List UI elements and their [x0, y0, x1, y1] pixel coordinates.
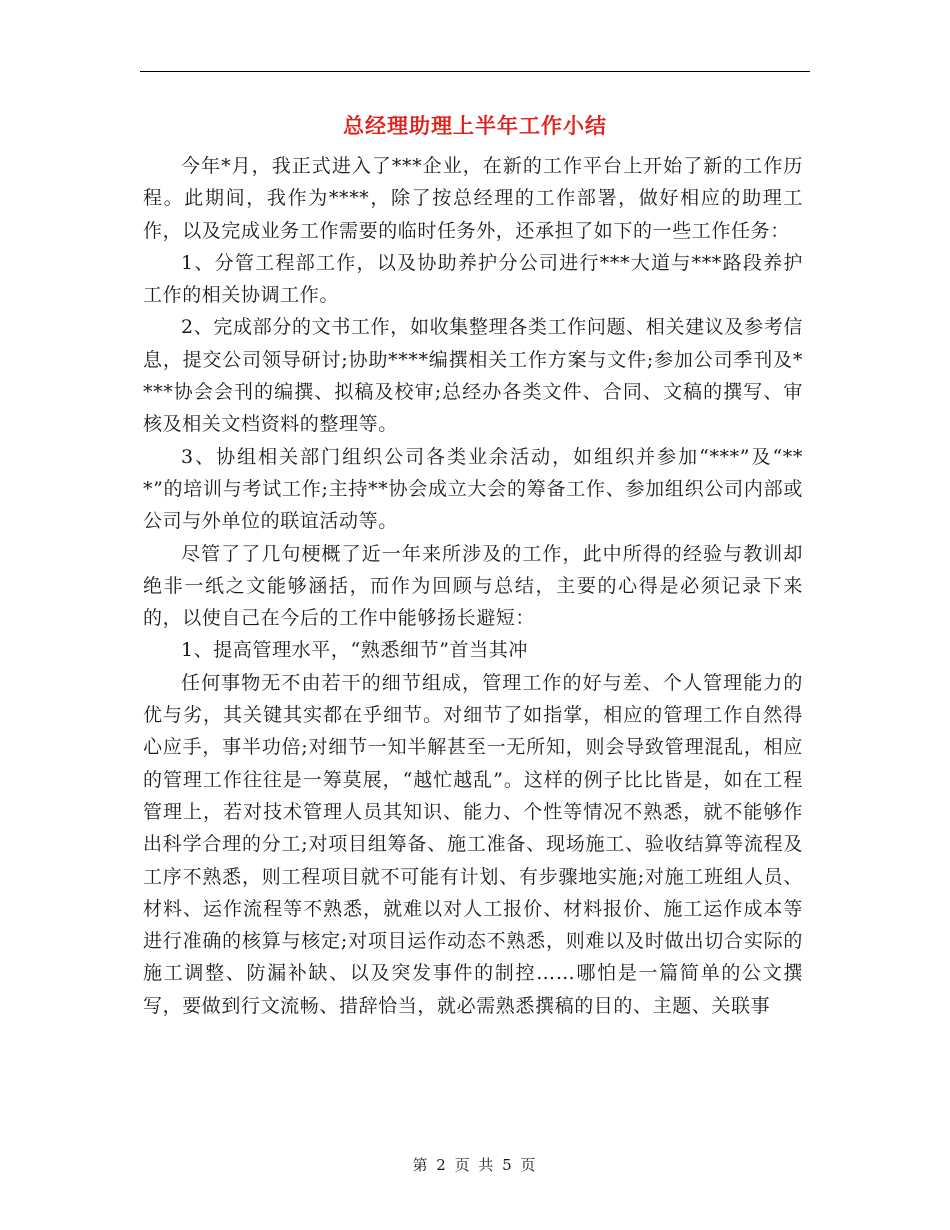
document-title: 总经理助理上半年工作小结 [343, 114, 607, 138]
page-number-footer: 第 2 页 共 5 页 [412, 1156, 538, 1174]
summary-paragraph: 尽管了了几句梗概了近一年来所涉及的工作，此中所得的经验与教训却绝非一纸之文能够涵括，而作为回顾与总结，主要的心得是必须记录下来的，以使自己在今后的工作中能够扬长避短： [143, 542, 803, 630]
document-body [143, 150, 803, 1022]
task-item-3: 3、协组相关部门组织公司各类业余活动，如组织并参加“***”及“***”的培训与考试工作;主持**协会成立大会的筹备工作、参加组织公司内部或公司与外单位的联谊活动等。 [143, 445, 803, 533]
task-item-1: 1、分管工程部工作，以及协助养护分公司进行***大道与***路段养护工作的相关协调工作。 [143, 251, 803, 307]
section-body-1: 任何事物无不由若干的细节组成，管理工作的好与差、个人管理能力的优与劣，其关键其实都在乎细节。对细节了如指掌，相应的管理工作自然得心应手，事半功倍;对细节一知半解甚至一无所知，则会导致管理混乱，相应的管理工作往往是一筹莫展，“越忙越乱”。这样的例子比比皆是，如在工程管理上，若对技术管理人员其知识、能力、个性等情况不熟悉，就不能够作出科学合理的分工;对项目组筹备、施工准备、现场施工、验收结算等流程及工序不熟悉，则工程项目就不可能有计划、有步骤地实施;对施工班组人员、材料、运作流程等不熟悉，就难以对人工报价、材料报价、施工运作成本等进行准确的核算与核定;对项目运作动态不熟悉，则难以及时做出切合实际的施工调整、防漏补缺、以及突发事件的制控……哪怕是一篇简单的公文撰写，要做到行文流畅、措辞恰当，就必需熟悉撰稿的目的、主题、关联事 [143, 671, 803, 1017]
header-rule [140, 71, 810, 72]
section-heading-1: 1、提高管理水平，“熟悉细节”首当其冲 [181, 639, 528, 662]
task-item-2: 2、完成部分的文书工作，如收集整理各类工作问题、相关建议及参考信息，提交公司领导研讨;协助****编撰相关工作方案与文件;参加公司季刊及****协会会刊的编撰、拟稿及校审;总经办各类文件、合同、文稿的撰写、审核及相关文档资料的整理等。 [143, 316, 803, 436]
intro-paragraph: 今年*月，我正式进入了***企业，在新的工作平台上开始了新的工作历程。此期间，我作为****，除了按总经理的工作部署，做好相应的助理工作，以及完成业务工作需要的临时任务外，还承担了如下的一些工作任务： [143, 155, 803, 242]
